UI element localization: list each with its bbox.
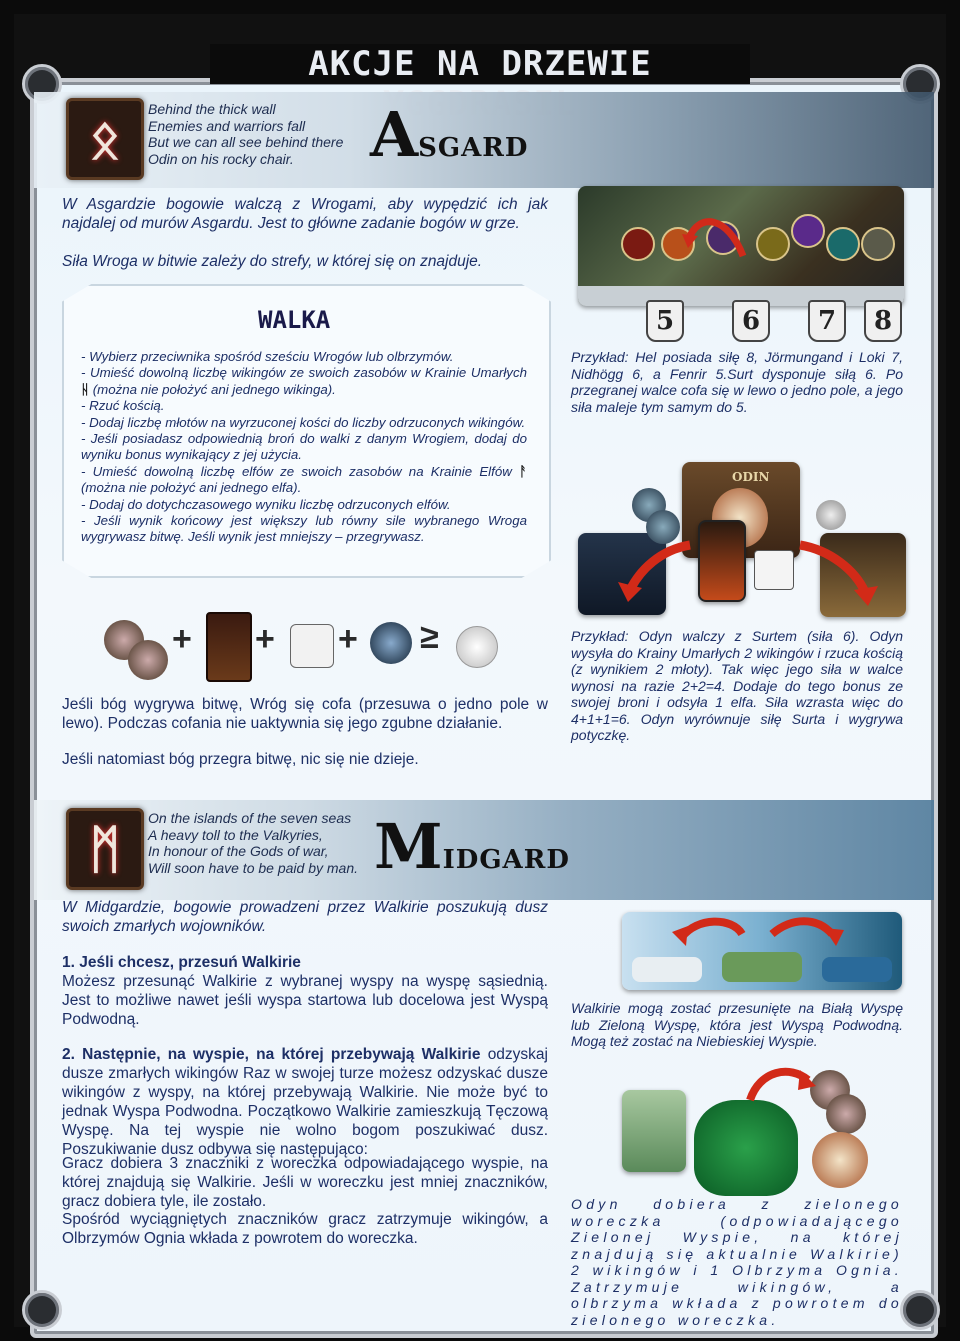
- midgard-poem: On the islands of the seven seas A heavy toll to the Valkyries, In honour of the Gods of war, Will soon have to be paid by man.: [148, 810, 358, 876]
- midgard-note1: Walkirie mogą zostać przesunięte na Białą Wyspę lub Zieloną Wyspę, która jest Wyspą Podwodną. Mogą też zostać na Niebieskiej Wyspie.: [571, 1000, 903, 1049]
- celtic-knot-icon: [900, 1290, 940, 1330]
- asgard-title: ASGARD: [370, 98, 529, 171]
- odin-card-image: ODIN: [682, 462, 800, 558]
- elfow-rune-icon: ᚨ: [519, 463, 527, 479]
- elf-token-icon: [370, 622, 412, 664]
- walka-lose-text: Jeśli natomiast bóg przegra bitwę, nic się nie dzieje.: [62, 751, 419, 768]
- midgard-rune-icon: ᛗ: [66, 808, 144, 890]
- plus-operator: +: [172, 620, 192, 658]
- step1-title: 1. Jeśli chcesz, przesuń Walkirie: [62, 954, 301, 971]
- step1-text: Możesz przesunąć Walkirie z wybranej wyspy na wyspę sąsiednią. Jest to możliwe nawet jeśli wyspa startowa lub docelowa jest Wyspą Podwodną.: [62, 973, 548, 1028]
- midgard-note2: Odyn dobiera z zielonego woreczka (odpowiadającego Zielonej Wyspie, na której znajdują się aktualnie Walkirie) 2 wikingów i 1 Olbrzyma Ognia. Zatrzymuje wikingów, a olbrzyma wkłada z powrotem do zielonego woreczka.: [571, 1196, 903, 1328]
- walka-example: Przykład: Odyn walczy z Surtem (siła 6). Odyn wysyła do Krainy Umarłych 2 wikingów i rzuca kością (z wynikiem 2 młoty). Tak więc jego siła w walce wynosi na razie 2+2=4. Dodaje do tego bonus ze swojej broni i odsyła 1 elfa. Siła wzrasta więc do 4+1+1=6. Odyn wyrównuje siłę Surta i wygrywa potyczkę.: [571, 628, 903, 743]
- walka-win-text: Jeśli bóg wygrywa bitwę, Wróg się cofa (przesuwa o jedno pole w lewo). Podczas cofania nie uaktywnia się jego zgubne działanie.: [62, 696, 548, 732]
- step2-more: Gracz dobiera 3 znaczniki z woreczka odpowiadającego wyspie, na której znajdują się Walkirie. Jeśli w woreczku jest mniej znaczników, gracz dobiera tyle, ile zostało.: [62, 1155, 548, 1210]
- islands-image: [622, 912, 902, 990]
- elf-token-icon: [816, 500, 846, 530]
- green-island-image: [622, 1090, 686, 1172]
- enemy-strength-icon: [456, 626, 498, 668]
- asgard-strength-line: Siła Wroga w bitwie zależy do strefy, w której się on znajduje.: [62, 253, 483, 270]
- odin-arrows-icon: [610, 530, 910, 610]
- viking-token-icon: [128, 640, 168, 680]
- odin-portrait-icon: [812, 1132, 868, 1188]
- die-icon: [290, 624, 334, 668]
- asgard-board-image: [578, 186, 904, 306]
- zone-8-token: 8: [864, 300, 902, 342]
- viking-token-icon: [826, 1094, 866, 1134]
- asgard-intro: W Asgardzie bogowie walczą z Wrogami, aby wypędzić ich jak najdalej od murów Asgardu. Jest to główne zadanie bogów w grze.: [62, 196, 548, 232]
- midgard-title: MIDGARD: [374, 810, 570, 883]
- page-title: AKCJE NA DRZEWIE: [210, 44, 750, 84]
- step2-end: Spośród wyciągniętych znaczników gracz zatrzymuje wikingów, a Olbrzymów Ognia wkłada z powrotem do woreczka.: [62, 1211, 548, 1247]
- zone-7-token: 7: [808, 300, 846, 342]
- midgard-intro: W Midgardzie, bogowie prowadzeni przez Walkirie poszukują dusz swoich zmarłych wojowników.: [62, 899, 548, 935]
- step2-block: 2. Następnie, na wyspie, na której przebywają Walkirie odzyskaj dusze zmarłych wikingów Raz w swojej turze możesz odzyskać dusze wikingów z wyspy, na której przebywają Walkirie. Nie może być to jednak Wyspa Podwodna. Początkowo Walkirie zamieszkują Tęczową Wyspę. Na tej wyspie nie wolno bogom poszukiwać dusz. Poszukiwanie dusz odbywa się następująco:: [62, 1046, 548, 1158]
- asgard-example: Przykład: Hel posiada siłę 8, Jörmungand i Loki 7, Nidhögg 6, a Fenrir 5.Surt dysponuje siłą 6. Po przegranej walce cofa się w lewo o jedno pole, a jego siła maleje tym samym do 5.: [571, 349, 903, 415]
- walka-title: WALKA: [258, 306, 331, 334]
- bag-arrow-icon: [740, 1060, 820, 1110]
- green-bag-icon: [694, 1100, 798, 1196]
- umarlych-rune-icon: ᚺ: [81, 381, 89, 397]
- zone-5-token: 5: [646, 300, 684, 342]
- weapon-card-icon: [206, 612, 252, 682]
- celtic-knot-icon: [22, 1290, 62, 1330]
- asgard-poem: Behind the thick wall Enemies and warriors fall But we can all see behind there Odin on his rocky chair.: [148, 101, 344, 167]
- plus-operator: +: [338, 620, 358, 658]
- zone-6-token: 6: [732, 300, 770, 342]
- plus-operator: +: [255, 620, 275, 658]
- greater-equal-operator: ≥: [420, 618, 439, 656]
- walka-rules: - Wybierz przeciwnika spośród sześciu Wrogów lub olbrzymów. - Umieść dowolną liczbę wikingów ze swoich zasobów w Krainie Umarłych ᚺ (można nie położyć ani jednego wikinga). - Rzuć kością. - Dodaj liczbę młotów na wyrzuconej kości do liczby odrzuconych wikingów. - Jeśli posiadasz odpowiednią broń do walki z danym Wrogiem, dodaj do wyniku bonus wynikający z jej użycia. - Umieść dowolną liczbę elfów ze swoich zasobów na Krainie Elfów ᚨ (można nie położyć ani jednego elfa). - Dodaj do dotychczasowego wyniku liczbę odrzuconych elfów. - Jeśli wynik końcowy jest większy lub równy sile wybranego Wroga wygrywasz bitwę. Jeśli wynik jest mniejszy – przegrywasz.: [81, 349, 527, 545]
- asgard-rune-icon: ᛟ: [66, 98, 144, 180]
